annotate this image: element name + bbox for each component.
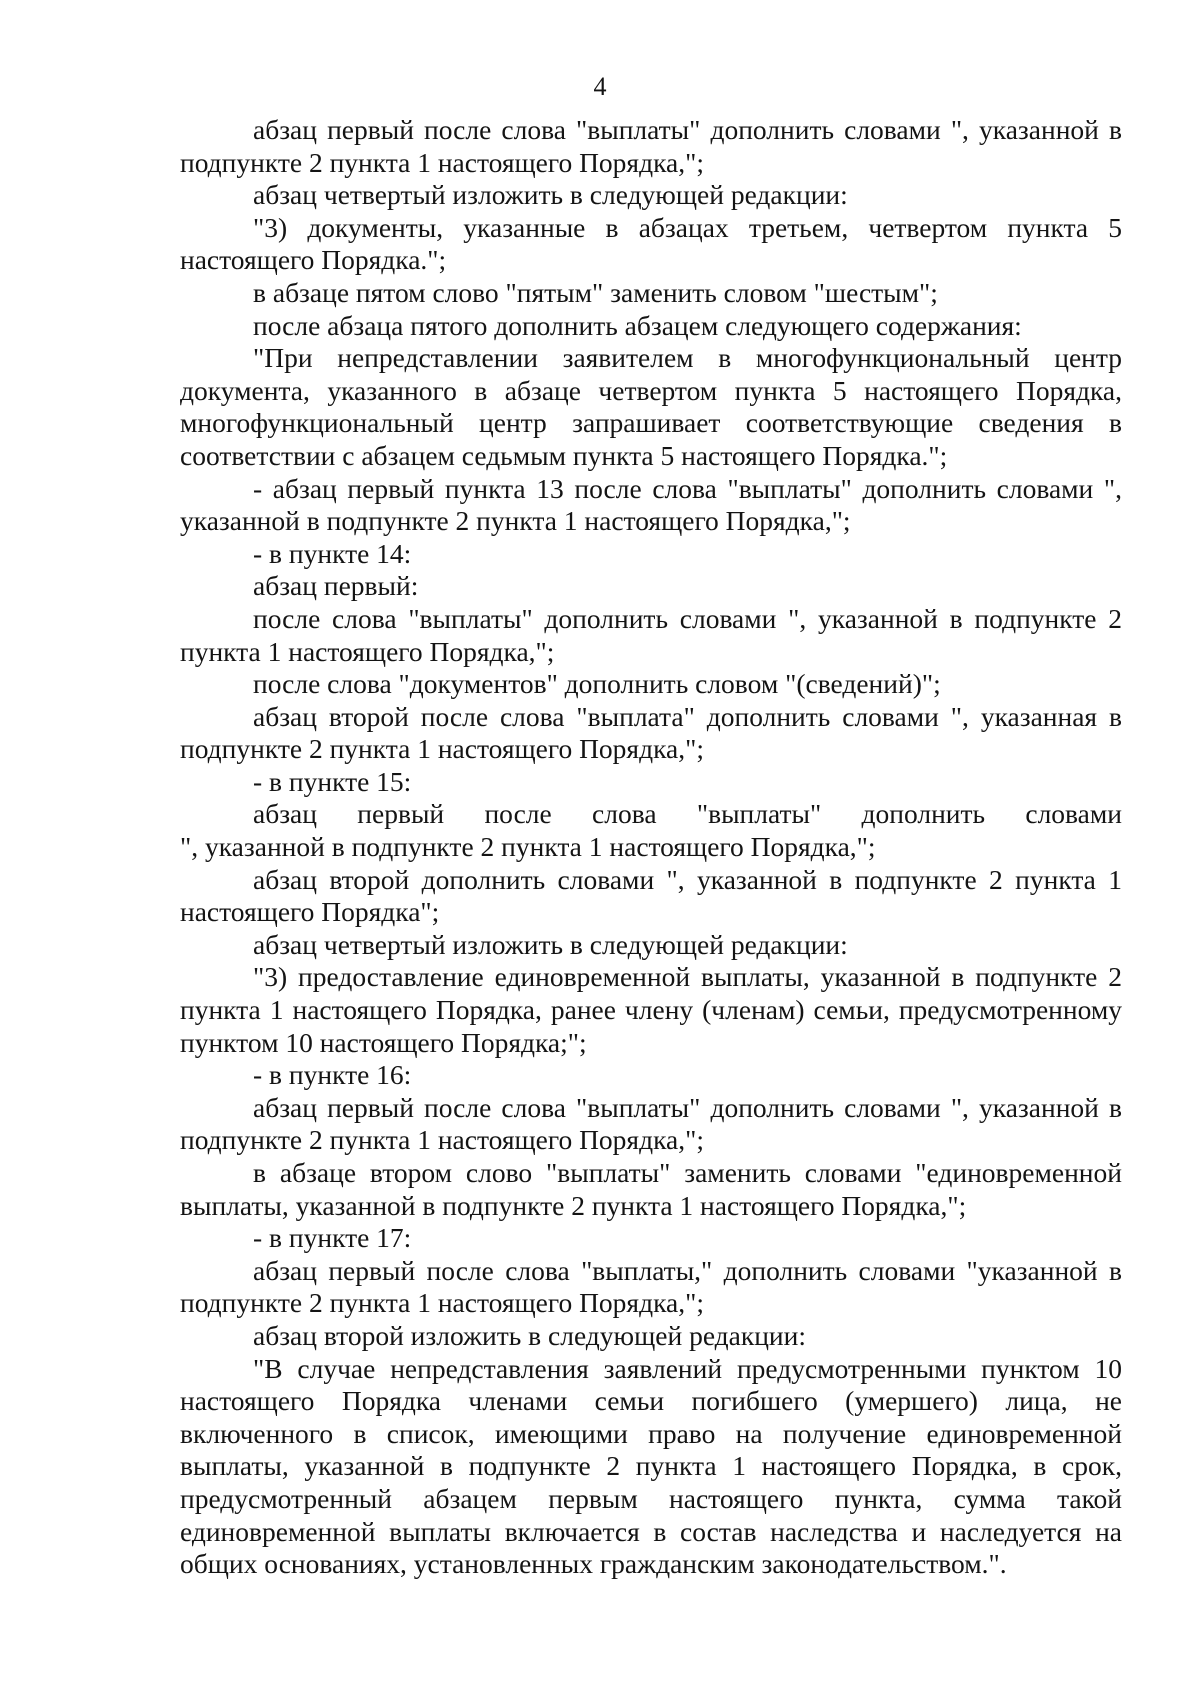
paragraph: абзац второй изложить в следующей редакции: — [253, 1319, 807, 1351]
paragraph: - в пункте 17: — [253, 1222, 412, 1254]
paragraph: - в пункте 16: — [253, 1059, 412, 1091]
paragraph: "3) документы, указанные в абзацах третьем, четвертом пункта 5 настоящего Порядка."; — [180, 211, 1122, 276]
paragraph: абзац первый после слова "выплаты," дополнить словами "указанной в подпункте 2 пункта 1 настоящего Порядка,"; — [180, 1254, 1122, 1319]
paragraph: в абзаце втором слово "выплаты" заменить словами "единовременной выплаты, указанной в подпункте 2 пункта 1 настоящего Порядка,"; — [180, 1157, 1122, 1221]
paragraph: абзац второй после слова "выплата" дополнить словами ", указанная в подпункте 2 пункта 1 настоящего Порядка,"; — [180, 700, 1122, 765]
paragraph: - в пункте 14: — [253, 537, 412, 569]
paragraph: "3) предоставление единовременной выплаты, указанной в подпункте 2 пункта 1 настоящего Порядка, ранее члену (членам) семьи, предусмотренному пунктом 10 настоящего Порядка;"; — [180, 961, 1122, 1058]
paragraph: ", указанной в подпункте 2 пункта 1 настоящего Порядка,"; — [180, 831, 876, 863]
paragraph: - абзац первый пункта 13 после слова "выплаты" дополнить словами ", указанной в подпункте 2 пункта 1 настоящего Порядка,"; — [180, 472, 1122, 537]
paragraph: абзац первый после слова "выплаты" дополнить словами ", указанной в подпункте 2 пункта 1 настоящего Порядка,"; — [180, 1091, 1122, 1156]
paragraph: абзац четвертый изложить в следующей редакции: — [253, 179, 848, 211]
paragraph: после абзаца пятого дополнить абзацем следующего содержания: — [253, 309, 1022, 341]
page-number: 4 — [593, 72, 607, 101]
paragraph: абзац второй дополнить словами ", указанной в подпункте 2 пункта 1 настоящего Порядка"; — [180, 863, 1122, 928]
paragraph: абзац четвертый изложить в следующей редакции: — [253, 928, 848, 960]
paragraph: после слова "документов" дополнить словом "(сведений)"; — [253, 668, 941, 700]
paragraph: абзац первый: — [253, 570, 419, 602]
paragraph: "В случае непредставления заявлений предусмотренными пунктом 10 настоящего Порядка членами семьи погибшего (умершего) лица, не включенного в список, имеющими право на получение единовременной выплаты, указанной в подпункте 2 пункта 1 настоящего Порядка, в срок, предусмотренный абзацем первым настоящего пункта, сумма такой единовременной выплаты включается в состав наследства и наследуется на общих основаниях, установленных гражданским законодательством.". — [180, 1352, 1122, 1580]
paragraph: после слова "выплаты" дополнить словами ", указанной в подпункте 2 пункта 1 настоящего Порядка,"; — [180, 602, 1122, 667]
paragraph: - в пункте 15: — [253, 765, 412, 797]
paragraph: "При непредставлении заявителем в многофункциональный центр документа, указанного в абзаце четвертом пункта 5 настоящего Порядка, многофункциональный центр запрашивает соответствующие сведения в соответствии с абзацем седьмым пункта 5 настоящего Порядка."; — [180, 342, 1122, 471]
paragraph: абзац первый после слова "выплаты" дополнить словами ", указанной в подпункте 2 пункта 1 настоящего Порядка,"; — [180, 114, 1122, 178]
paragraph: в абзаце пятом слово "пятым" заменить словом "шестым"; — [253, 276, 938, 308]
paragraph: абзац первый после слова "выплаты" дополнить словами — [253, 798, 1122, 830]
document-body — [180, 114, 1122, 1581]
